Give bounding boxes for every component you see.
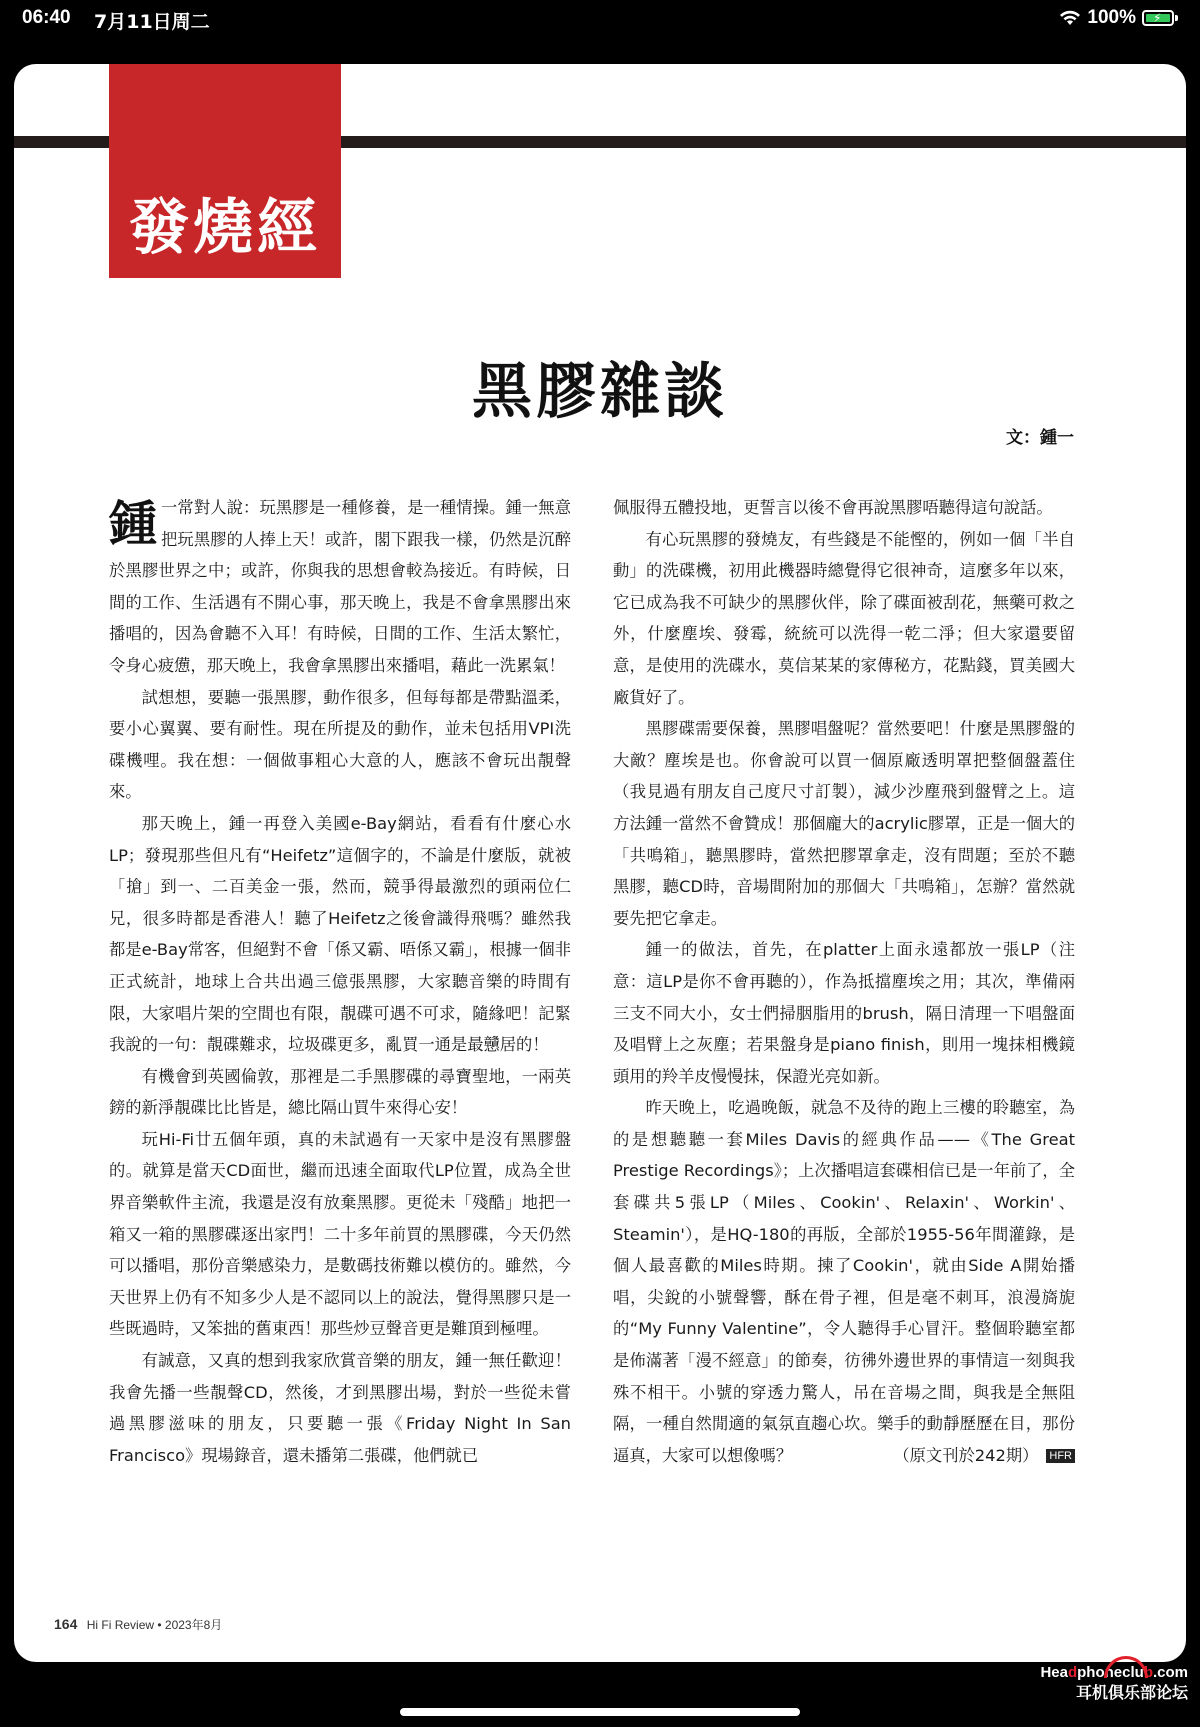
home-indicator[interactable] [400, 1708, 800, 1716]
article-column-right [613, 492, 1075, 1471]
watermark-logo: Headphoneclub.com [1040, 1664, 1188, 1681]
end-note: （原文刊於242期） HFR [893, 1440, 1075, 1472]
article-paragraph: 鍾一常對人說：玩黑膠是一種修養，是一種情操。鍾一無意把玩黑膠的人捧上天！或許，閣下跟我一樣，仍然是沉醉於黑膠世界之中；或許，你與我的思想會較為接近。有時候，日間的工作、生活遇有不開心事，那天晚上，我是不會拿黑膠出來播唱的，因為會聽不入耳！有時候，日間的工作、生活太繁忙，令身心疲憊，那天晚上，我會拿黑膠出來播唱，藉此一洗累氣！ [109, 496, 571, 675]
section-badge [109, 64, 341, 278]
article-paragraph: 那天晚上，鍾一再登入美國e-Bay網站，看看有什麼心水LP；發現那些但凡有“Heifetz”這個字的，不論是什麼版，就被「搶」到一、二百美金一張，然而，競爭得最激烈的頭兩位仁兄，很多時都是香港人！聽了Heifetz之後會識得飛嗎？雖然我都是e-Bay常客，但絕對不會「係又霸、唔係又霸」，根據一個非正式統計，地球上合共出過三億張黑膠，大家聽音樂的時間有限，大家唱片架的空間也有限，靚碟可遇不可求，隨緣吧！記緊我說的一句：靚碟難求，垃圾碟更多，亂買一通是最戇居的！ [109, 813, 571, 1055]
article-paragraph: 有誠意，又真的想到我家欣賞音樂的朋友，鍾一無任歡迎！我會先播一些靚聲CD，然後，才到黑膠出場，對於一些從未嘗過黑膠滋味的朋友，只要聽一張《Friday Night In San Francisco》現場錄音，還未播第二張碟，他們就已 [109, 1351, 571, 1465]
article-paragraph: 玩Hi-Fi廿五個年頭，真的未試過有一天家中是沒有黑膠盤的。就算是當天CD面世，繼而迅速全面取代LP位置，成為全世界音樂軟件主流，我還是沒有放棄黑膠。更從未「殘酷」地把一箱又一箱的黑膠碟逐出家門！二十多年前買的黑膠碟，今天仍然可以播唱，那份音樂感染力，是數碼技術難以模仿的。雖然，今天世界上仍有不知多少人是不認同以上的說法，覺得黑膠只是一些既過時，又笨拙的舊東西！那些炒豆聲音更是難頂到極哩。 [109, 1129, 571, 1339]
battery-icon: ⚡ [1142, 10, 1174, 26]
status-time: 06:40 [22, 7, 71, 28]
section-title: 發燒經 [129, 193, 321, 263]
byline: 文：鍾一 [1006, 428, 1074, 448]
article-paragraph: 佩服得五體投地，更誓言以後不會再說黑膠唔聽得這句說話。 [613, 498, 1053, 517]
status-date: 7月11日周二 [94, 11, 210, 33]
page-number: 164 [54, 1616, 78, 1632]
status-bar [0, 0, 1200, 40]
status-right [1059, 6, 1178, 30]
drop-cap: 鍾 [109, 496, 158, 552]
article-title: 黑膠雜談 [472, 357, 728, 427]
article-paragraph: 黑膠碟需要保養，黑膠唱盤呢？當然要吧！什麼是黑膠盤的大敵？塵埃是也。你會說可以買一個原廠透明罩把整個盤蓋住（我見過有朋友自己度尺寸訂製），減少沙塵飛到盤臂之上。這方法鍾一當然不會贊成！那個龐大的acrylic膠罩，正是一個大的「共鳴箱」，聽黑膠時，當然把膠罩拿走，沒有問題；至於不聽黑膠，聽CD時，音場間附加的那個大「共鳴箱」，怎辦？當然就要先把它拿走。 [613, 719, 1075, 928]
magazine-page[interactable] [14, 64, 1186, 1662]
article-column-left [109, 492, 571, 1471]
site-watermark [1008, 1664, 1188, 1724]
page-footer [54, 1616, 222, 1633]
publication-info: Hi Fi Review • 2023年8月 [86, 1618, 223, 1632]
hfr-end-mark: HFR [1046, 1449, 1075, 1463]
wifi-icon [1059, 10, 1081, 26]
article-paragraph: 有機會到英國倫敦，那裡是二手黑膠碟的尋寶聖地，一兩英鎊的新淨靚碟比比皆是，總比隔山買牛來得心安！ [109, 1066, 571, 1118]
watermark-subtitle: 耳机俱乐部论坛 [1075, 1683, 1188, 1702]
article-paragraph: 試想想，要聽一張黑膠，動作很多，但每每都是帶點溫柔，要小心翼翼、要有耐性。現在所提及的動作，並未包括用VPI洗碟機哩。我在想：一個做事粗心大意的人，應該不會玩出靚聲來。 [109, 687, 571, 802]
article-paragraph: 鍾一的做法，首先，在platter上面永遠都放一張LP（注意：這LP是你不會再聽的），作為抵擋塵埃之用；其次，準備兩三支不同大小，女士們掃胭脂用的brush，隔日清理一下唱盤面及唱臂上之灰塵；若果盤身是piano finish，則用一塊抹相機鏡頭用的羚羊皮慢慢抹，保證光亮如新。 [613, 940, 1075, 1086]
article-paragraph: 有心玩黑膠的發燒友，有些錢是不能慳的，例如一個「半自動」的洗碟機，初用此機器時總覺得它很神奇，這麼多年以來，它已成為我不可缺少的黑膠伙伴，除了碟面被刮花，無藥可救之外，什麼塵埃、發霉，統統可以洗得一乾二淨；但大家還要留意，是使用的洗碟水，莫信某某的家傳秘方，花點錢，買美國大廠貨好了。 [613, 529, 1075, 707]
article-paragraph: 昨天晚上，吃過晚飯，就急不及待的跑上三樓的聆聽室，為的是想聽聽一套Miles Davis的經典作品——《The Great Prestige Recordings》；上次播唱這套碟相信已是一年前了，全套碟共5張LP（Miles、Cookin'、Relaxin'、Workin'、Steamin'），是HQ-180的再版，全部於1955-56年間灌錄，是個人最喜歡的Miles時期。揀了Cookin'，就由Side A開始播唱，尖銳的小號聲響，酥在骨子裡，但是毫不刺耳，浪漫旖旎的“My Funny Valentine”，令人聽得手心冒汗。整個聆聽室都是佈滿著「漫不經意」的節奏，彷彿外邊世界的事情這一刻與我殊不相干。小號的穿透力驚人，吊在音場之間，與我是全無阻隔，一種自然閒適的氣氛直趨心坎。樂手的動靜歷歷在目，那份逼真，大家可以想像嗎？ （原文刊於242期） HFR [613, 1092, 1075, 1471]
battery-percent: 100% [1087, 7, 1136, 28]
